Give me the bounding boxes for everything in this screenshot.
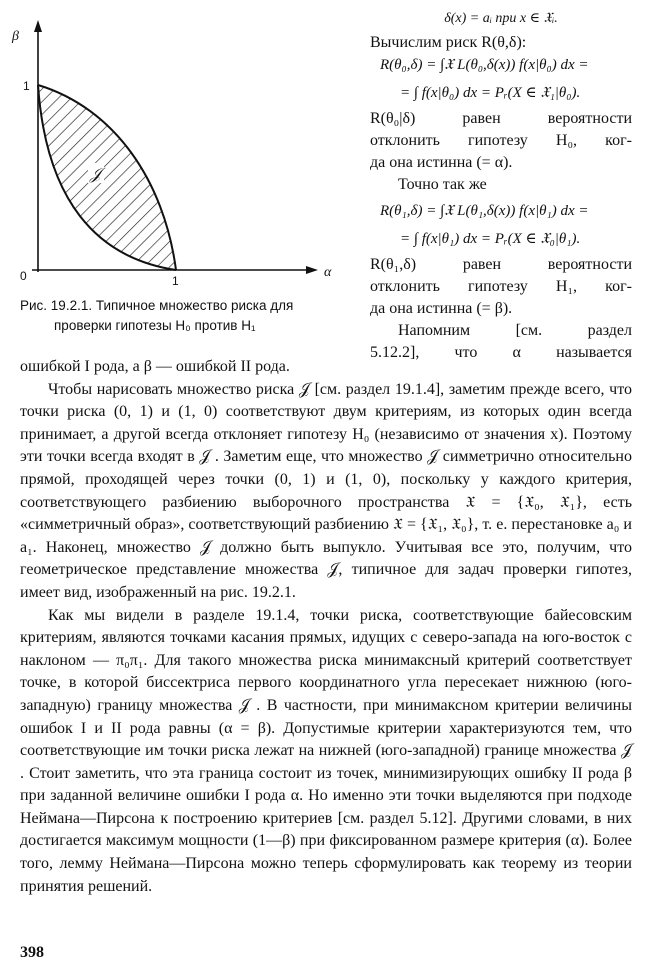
same-intro-line: Точно так же: [398, 176, 487, 193]
remind-line2: 5.12.2], что α называется: [370, 344, 632, 361]
text-risk0-line1: R(θ₀|δ) равен вероятности: [370, 110, 632, 127]
right-column-text: [370, 8, 632, 364]
text-risk0-line2: отклонить гипотезу H₀, ког-: [370, 132, 632, 149]
text-risk0-line3: да она истинна (= α).: [370, 154, 513, 171]
formula-risk-theta0-a: R(θ₀,δ) = ∫𝔛 L(θ₀,δ(x)) f(x|θ₀) dx =: [380, 57, 589, 73]
figure-caption: [20, 296, 360, 336]
text-risk1-line3: да она истинна (= β).: [370, 300, 513, 317]
axis-y-label: β: [12, 29, 19, 44]
body-text: [20, 356, 632, 898]
region-label: 𝒥: [90, 164, 102, 183]
decision-rule-line: δ(x) = aᵢ при x ∈ 𝔛ᵢ.: [444, 11, 558, 26]
y-axis-arrow: [34, 20, 42, 32]
x-axis-arrow: [306, 266, 318, 274]
y-tick-label: 1: [23, 79, 30, 93]
risk-set-figure: [6, 10, 346, 290]
origin-label: 0: [20, 269, 27, 283]
text-risk1-line1: R(θ₁,δ) равен вероятности: [370, 256, 632, 273]
risk-set-diagram: [6, 10, 346, 290]
text-risk1-line2: отклонить гипотезу H₁, ког-: [370, 278, 632, 295]
remind-line1: Напомним [см. раздел: [398, 322, 632, 339]
paragraph-continuation: ошибкой I рода, а β — ошибкой II рода.: [20, 358, 290, 375]
risk-intro-line: Вычислим риск R(θ,δ):: [370, 34, 527, 51]
page-number: 398: [20, 944, 44, 961]
paragraph-risk-set: Чтобы нарисовать множество риска 𝒥 [см. раздел 19.1.4], заметим прежде всего, что точки риска (0, 1) и (1, 0) соответствуют двум критериям, из которых один всегда принимает, а другой всегда отклоняет гипотезу H₀ (независимо от значения x). Поэтому эти точки всегда входят в 𝒥 . Заметим еще, что множество 𝒥 симметрично относительно прямой, проходящей через точки (0, 1) и (1, 0), поскольку у каждого критерия, соответствующего разбиению выборочного пространства 𝔛 = {𝔛₀, 𝔛₁}, есть «симметричный образ», соответствующий разбиению 𝔛 = {𝔛₁, 𝔛₀}, т. е. перестановке a₀ и a₁. Наконец, множество 𝒥 должно быть выпукло. Учитывая все это, получим, что геометрическое представление множества 𝒥, типичное для задач проверки гипотез, имеет вид, изображенный на рис. 19.2.1.: [20, 380, 632, 601]
caption-line-1: Рис. 19.2.1. Типичное множество риска для: [20, 298, 294, 313]
axis-x-label: α: [324, 265, 332, 280]
caption-line-2: проверки гипотезы H₀ против H₁: [54, 318, 256, 333]
formula-risk-theta1-b: = ∫ f(x|θ₁) dx = Pᵣ(X ∈ 𝔛₀|θ₁).: [400, 231, 581, 247]
formula-risk-theta1-a: R(θ₁,δ) = ∫𝔛 L(θ₁,δ(x)) f(x|θ₁) dx =: [380, 203, 589, 219]
formula-risk-theta0-b: = ∫ f(x|θ₀) dx = Pᵣ(X ∈ 𝔛₁|θ₀).: [400, 85, 581, 101]
paragraph-bayes-minimax: Как мы видели в разделе 19.1.4, точки риска, соответствующие байесовским критериям, являются точками касания прямых, идущих с северо-запада на юго-восток с наклоном — π₀π₁. Для такого множества риска минимаксный критерий соответствует точке, в которой биссектриса первого координатного угла пересекает нижнюю (юго-западную) границу множества 𝒥 . В частности, при минимаксном критерии величины ошибок I и II рода равны (α = β). Допустимые критерии характеризуются тем, что соответствующие им точки риска лежат на нижней (юго-западной) границе множества 𝒥 . Стоит заметить, что эта граница состоит из точек, минимизирующих ошибку II рода β при заданной величине ошибки I рода α. Но именно эти точки выделяются при подходе Неймана—Пирсона к построению критериев [см. раздел 5.12]. Другими словами, в них достигается максимум мощности (1—β) при фиксированном размере критерия (α). Более того, лемму Неймана—Пирсона можно теперь сформулировать как теорему из теории принятия решений.: [20, 606, 632, 895]
x-tick-label: 1: [172, 274, 179, 288]
